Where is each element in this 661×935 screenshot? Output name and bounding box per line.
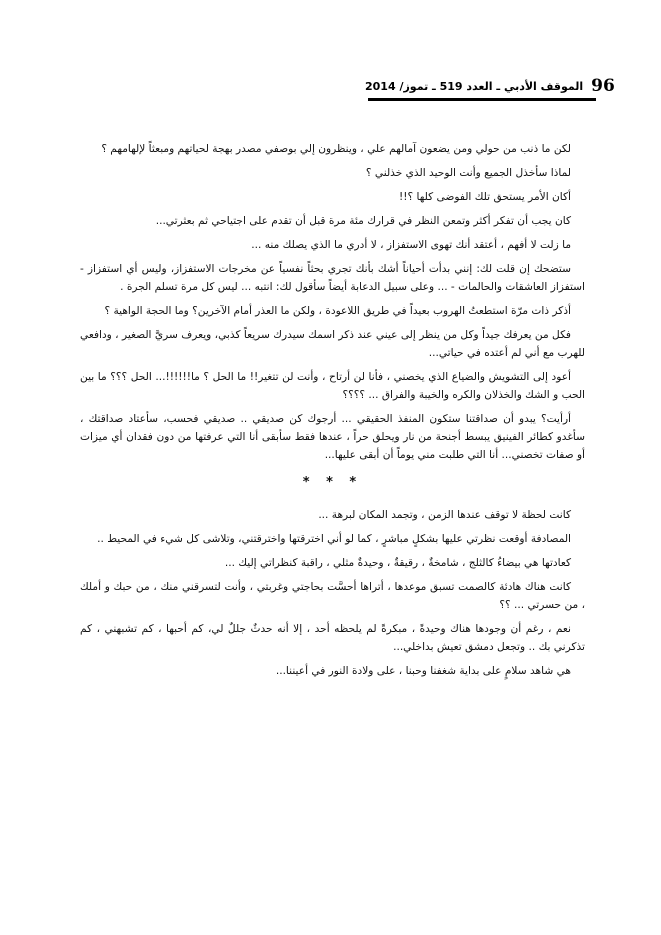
paragraph: أعود إلى التشويش والضياع الذي يخصني ، فأنا لن أرتاح ، وأنت لن تتغير!! ما الحل ؟ ما!!!!!!... الحل ؟؟؟ ما بين الحب و الشك والخذلان والكره والخيبة والفراق ... ؟؟؟؟ <box>80 371 585 401</box>
paragraph: فكل من يعرفك جيداً وكل من ينظر إلى عيني عند ذكر اسمك سيدرك سريعاً كذبي، ويعرف سريَّ الصغير ، ودافعي للهرب مع أني لم أعتده في حياتي... <box>80 329 585 359</box>
issue-line: الموقف الأدبي ـ العدد 519 ـ تموز/ 2014 <box>365 79 584 93</box>
header-rule <box>368 98 596 101</box>
paragraph: ستضحك إن قلت لك: إنني بدأت أحياناً أشك بأنك تجري بحثاً نفسياً عن مخرجات الاستفزاز، وليس أي استفزاز - استفزاز العاشقات والحالمات - ... وعلى سبيل الدعابة أيضاً سأقول لك: انتبه ... ليس كل مرة تسلم الجرة . <box>80 263 585 293</box>
article-body <box>80 140 585 686</box>
paragraph: أذكر ذات مرّة استطعتُ الهروب بعيداً في طريق اللاعودة ، ولكن ما العذر أمام الآخرين؟ وما الحجة الواهية ؟ <box>104 305 571 317</box>
paragraph: أرأيت؟ يبدو أن صداقتنا ستكون المنفذ الحقيقي ... أرجوك كن صديقي .. صديقي فحسب، سأعتاد صداقتك ، سأغدو كطائر الفينيق يبسط أجنحة من نار ويحلق حراً ، عندها فقط سأبقى أنا التي عرفتها من دون فقدان أي ميزات أو صفات تخصني... أنا التي طلبت مني يوماً أن أبقى عليها... <box>80 413 585 461</box>
paragraph: أكان الأمر يستحق تلك الفوضى كلها ؟!! <box>399 191 571 203</box>
paragraph: كعادتها هي بيضاءُ كالثلج ، شامخةٌ ، رقيقةٌ ، وحيدةٌ مثلي ، راقبة كنظراتي إليك ... <box>224 557 571 569</box>
paragraph: نعم ، رغم أن وجودها هناك وحيدةً ، مبكرةً لم يلحظه أحد ، إلا أنه حدثٌ جللٌ لي، كم أحبها ، كم تشبهني ، كم تذكرني بك .. وتجعل دمشق تعيش بداخلي... <box>80 623 585 653</box>
paragraph: لكن ما ذنب من حولي ومن يضعون آمالهم علي ، وينظرون إلي بوصفي مصدر بهجة لحياتهم ومبعثاً لإلهامهم ؟ <box>101 143 571 155</box>
paragraph: كان يجب أن تفكر أكثر وتمعن النظر في قرارك مئة مرة قبل أن تقدم على اجتياحي ثم بعثرتي... <box>155 215 571 227</box>
paragraph: كانت هناك هادئة كالصمت تسبق موعدها ، أتراها أحسَّت بحاجتي وغربتي ، وأنت لتسرقني منك ، من حبك و أملك ، من حسرتي ... ؟؟ <box>80 581 585 611</box>
paragraph: كانت لحظة لا توقف عندها الزمن ، وتجمد المكان لبرهة ... <box>318 509 571 521</box>
paragraph: لماذا سأخذل الجميع وأنت الوحيد الذي خذلني ؟ <box>365 167 571 179</box>
page-header <box>365 74 615 98</box>
paragraph: هي شاهد سلامٍ على بداية شغفنا وحبنا ، على ولادة النور في أعيننا... <box>275 665 571 677</box>
paragraph: المصادفة أوقعت نظرتي عليها بشكلٍ مباشرٍ ، كما لو أني اخترقتها واخترقتني، وتلاشى كل شيء في المحيط .. <box>97 533 571 545</box>
paragraph: ما زلت لا أفهم ، أعتقد أنك تهوى الاستفزاز ، لا أدري ما الذي يصلك منه ... <box>251 239 571 251</box>
page-number: 96 <box>591 76 615 96</box>
section-separator: * * * <box>302 475 363 490</box>
